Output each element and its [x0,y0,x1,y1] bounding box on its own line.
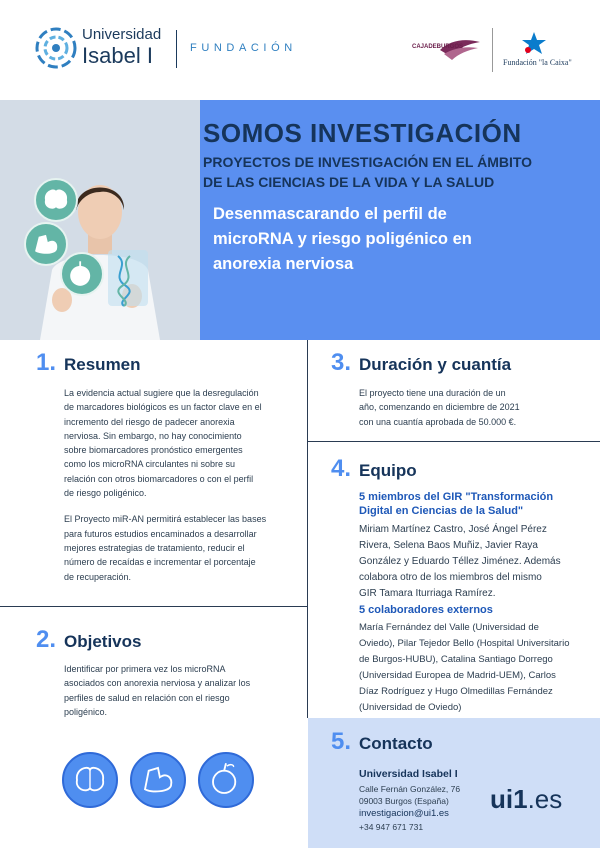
text-line: Rivera, Selena Baos Muñiz, Javier Raya [359,540,538,551]
text-line: sobre biomarcadores pronóstico emergentes [64,445,243,456]
text-line: María Fernández del Valle (Universidad de [359,622,539,633]
text-line: para futuros estudios encaminados a desarrollar [64,528,257,539]
researcher-illustration [0,100,200,340]
university-name [82,26,161,68]
text-line: El Proyecto miR-AN permitirá establecer las bases [64,514,267,525]
contacto-title: Contacto [359,734,433,753]
hero-title: SOMOS INVESTIGACIÓN [203,118,522,148]
brain-bubble-icon [34,178,78,222]
equipo-external-heading: 5 colaboradores externos [359,604,493,616]
hero-subtitle-line: PROYECTOS DE INVESTIGACIÓN EN EL ÁMBITO [203,154,533,170]
text-line: Identificar por primera vez los microRNA [64,664,226,674]
objetivos-title: Objetivos [64,632,142,651]
text-line: como los microRNA circulantes ni sobre su [64,459,236,470]
text-line: GIR Tamara Iturriaga Ramírez. [359,588,496,599]
text-line: de recuperación. [64,571,132,582]
equipo-members [359,522,594,602]
caja-label: CAJADEBURGOS [412,44,464,50]
text-line: mejores estrategias de tratamiento, reducir el [64,542,245,553]
hero-banner [0,100,600,340]
resumen-title: Resumen [64,355,141,374]
equipo-number: 4. [331,455,352,482]
text-line: con una cuantía aprobada de 50.000 €. [359,416,517,427]
header-divider [176,30,177,68]
fundacion-label: FUNDACIÓN [190,42,297,54]
brain-icon [62,752,118,808]
contact-phone: +34 947 671 731 [359,822,424,832]
contact-address-line2: 09003 Burgos (España) [359,796,449,806]
contacto-number: 5. [331,728,352,755]
text-line: Miriam Martínez Castro, José Ángel Pérez [359,524,547,535]
contact-address-line1: Calle Fernán González, 76 [359,784,461,794]
resumen-number: 1. [36,349,57,376]
equipo-title: Equipo [359,461,417,480]
text-line: colabora otro de los miembros del mismo [359,572,542,583]
text-line: El proyecto tiene una duración de un [359,388,506,398]
objetivos-number: 2. [36,626,57,653]
text-line: poligénico. [64,706,108,717]
duracion-body [359,386,589,429]
resumen-body [64,386,304,596]
text-line: de riesgo poligénico. [64,488,147,499]
text-line: (Universidad Europea de Madrid-UEM), Carlos [359,670,556,681]
text-line: perfiles de salud en relación con el riesgo [64,692,230,703]
text-line: 5 miembros del GIR "Transformación [359,491,554,503]
arm-muscle-icon [130,752,186,808]
header-divider-2 [492,28,493,72]
brand-bold: ui1 [490,784,528,814]
project-title [213,202,533,277]
text-line: González y Eduardo Téllez Jiménez. Además [359,556,561,567]
header [0,0,600,100]
text-line: de Burgos-HUBU), Catalina Santiago Dorrego [359,654,553,665]
equipo-gir-heading [359,490,589,518]
resumen-paragraph-2 [64,512,304,583]
text-line: (Universidad de Oviedo) [359,702,462,713]
section-divider [308,441,600,442]
text-line: Digital en Ciencias de la Salud" [359,505,524,517]
text-line: año, comenzando en diciembre de 2021 [359,402,520,413]
la-caixa-label: Fundación "la Caixa" [503,58,572,67]
text-line: nerviosa. Sin embargo, no hay conocimiento [64,430,242,441]
text-line: de marcadores biológicos es un factor clave en el [64,402,262,413]
section-divider [0,606,307,607]
apple-bubble-icon [60,252,104,296]
text-line: asociados con anorexia nerviosa y analizar los [64,678,251,689]
brand-rest: .es [527,784,563,814]
ui1-brand-logo [490,784,562,815]
text-line: Díaz Rodríguez y Hugo Olmedillas Fernández [359,686,553,697]
apple-icon [198,752,254,808]
project-title-line: anorexia nerviosa [213,255,354,273]
text-line: número de recaídas e incrementar el porcentaje [64,557,256,568]
text-line: Oviedo), Pilar Tejedor Bello (Hospital Universitario [359,638,570,649]
column-divider [307,340,308,718]
text-line: relación con otros biomarcadores o con el perfil [64,473,254,484]
university-name-line1: Universidad [82,26,162,43]
contact-panel [308,718,600,848]
duracion-title: Duración y cuantía [359,355,512,374]
hero-subtitle [203,152,583,192]
text-line: incremento del riesgo de padecer anorexia [64,416,235,427]
contact-organization: Universidad Isabel I [359,768,458,780]
equipo-external [359,620,597,716]
hero-photo [0,100,200,340]
duracion-number: 3. [331,349,352,376]
project-title-line: microRNA y riesgo poligénico en [213,230,472,248]
objetivos-body [64,662,304,719]
text-line: La evidencia actual sugiere que la desregulación [64,388,259,398]
hero-subtitle-line: DE LAS CIENCIAS DE LA VIDA Y LA SALUD [203,174,495,190]
resumen-paragraph-1 [64,386,304,500]
contact-email-link[interactable]: investigacion@ui1.es [359,808,449,819]
la-caixa-star-icon [520,32,548,56]
project-title-line: Desenmascarando el perfil de [213,205,447,223]
icons-row [0,718,308,848]
universidad-isabel-logo-icon [34,26,78,70]
university-name-line2: Isabel I [82,43,153,68]
